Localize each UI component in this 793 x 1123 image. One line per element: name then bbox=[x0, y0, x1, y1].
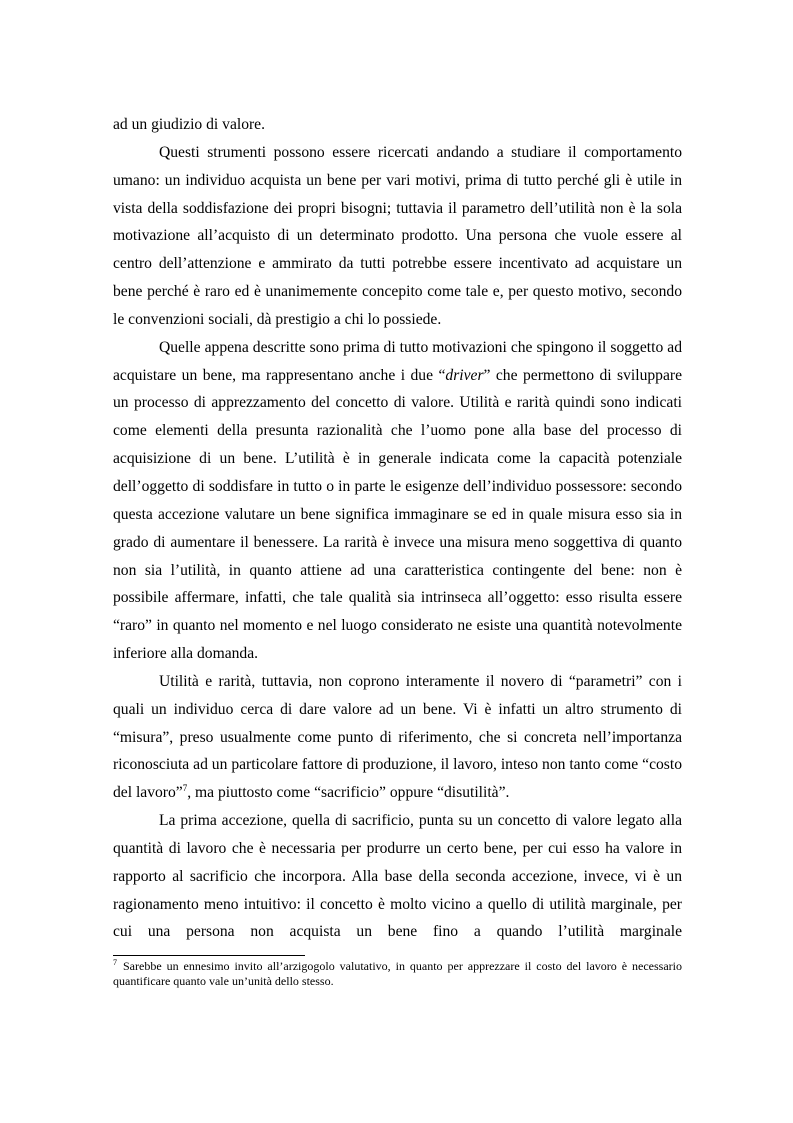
paragraph-text: Quelle appena descritte sono prima di tutto motivazioni che spingono il soggetto ad acquistare un bene, ma rappresentano anche i due “ bbox=[113, 338, 682, 384]
body-text bbox=[113, 111, 682, 946]
paragraph-text: Utilità e rarità, tuttavia, non coprono interamente il novero di “parametri” con i quali un individuo cerca di dare valore ad un bene. Vi è infatti un altro strumento di “misura”, preso usualmente come punto di riferimento, che si concreta nell’importanza riconosciuta ad un particolare fattore di produzione, il lavoro, inteso non tanto come “costo del lavoro” bbox=[113, 672, 682, 802]
paragraph-utility-rarity bbox=[113, 334, 682, 668]
paragraph-text: , ma piuttosto come “sacrificio” oppure “disutilità”. bbox=[187, 784, 510, 802]
emphasis-driver: driver bbox=[445, 366, 484, 384]
footnote bbox=[113, 959, 682, 989]
footnote-number: 7 bbox=[113, 958, 117, 967]
footnote-text: Sarebbe un ennesimo invito all’arzigogolo valutativo, in quanto per apprezzare il costo del lavoro è necessario quantificare quanto vale un’unità dello stesso. bbox=[113, 959, 682, 988]
paragraph-text: ” che permettono di sviluppare un processo di apprezzamento del concetto di valore. Utilità e rarità quindi sono indicati come elementi della presunta razionalità che l’uomo pone alla base del processo di acquisizione di un bene. L’utilità è in generale indicata come la capacità potenziale dell’oggetto di soddisfare in tutto o in parte le esigenze dell’individuo possessore: secondo questa accezione valutare un bene significa immaginare se ed in quale misura esso sia in grado di aumentare il benessere. La rarità è invece una misura meno soggettiva di quanto non sia l’utilità, in quanto attiene ad una caratteristica contingente del bene: non è possibile affermare, infatti, che tale qualità sia intrinseca all’oggetto: esso risulta essere “raro” in quanto nel momento e nel luogo considerato ne esiste una quantità notevolmente inferiore alla domanda. bbox=[113, 366, 682, 663]
footnote-reference[interactable]: 7 bbox=[182, 783, 188, 794]
paragraph-labour bbox=[113, 668, 682, 807]
paragraph-utility-motivation: Questi strumenti possono essere ricercati andando a studiare il comportamento umano: un individuo acquista un bene per vari motivi, prima di tutto perché gli è utile in vista della soddisfazione dei propri bisogni; tuttavia il parametro dell’utilità non è la sola motivazione all’acquisto di un determinato prodotto. Una persona che vuole essere al centro dell’attenzione e ammirato da tutti potrebbe essere incentivato ad acquistare un bene perché è raro ed è unanimemente concepito come tale e, per questo motivo, secondo le convenzioni sociali, dà prestigio a chi lo possiede. bbox=[113, 143, 682, 328]
paragraph-sacrifice: La prima accezione, quella di sacrificio, punta su un concetto di valore legato alla quantità di lavoro che è necessaria per produrre un certo bene, per cui esso ha valore in rapporto al sacrificio che incorpora. Alla base della seconda accezione, invece, vi è un ragionamento meno intuitivo: il concetto è molto vicino a quello di utilità marginale, per cui una persona non acquista un bene fino a quando l’utilità marginale bbox=[113, 812, 682, 941]
footnote-separator bbox=[113, 955, 305, 956]
paragraph-continuation: ad un giudizio di valore. bbox=[113, 116, 266, 133]
